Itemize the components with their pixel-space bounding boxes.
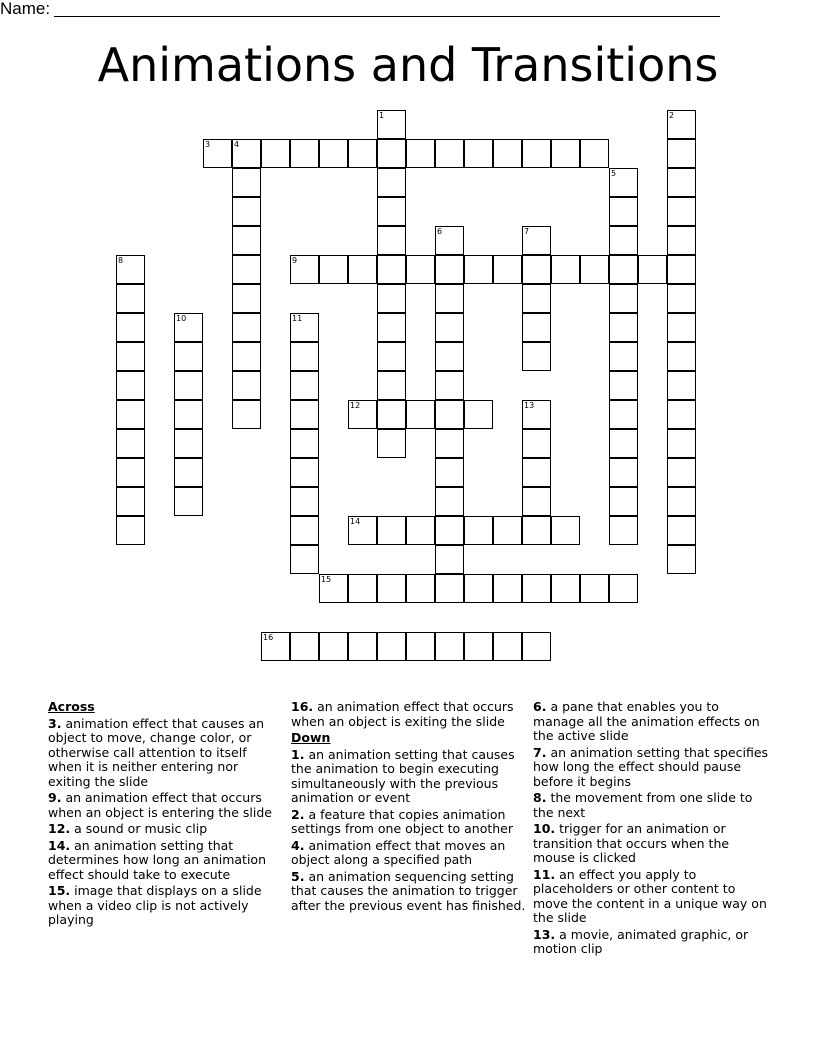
grid-cell[interactable] <box>435 487 464 516</box>
grid-cell[interactable] <box>609 255 638 284</box>
grid-cell[interactable] <box>261 632 290 661</box>
grid-cell[interactable] <box>116 313 145 342</box>
grid-cell[interactable] <box>174 371 203 400</box>
grid-cell[interactable] <box>609 371 638 400</box>
grid-cell[interactable] <box>406 139 435 168</box>
grid-cell[interactable] <box>232 342 261 371</box>
clue-down-7: 7. an animation setting that specifies how long the effect should pause before it begins <box>533 744 769 789</box>
grid-cell[interactable] <box>551 255 580 284</box>
clue-across-14: 14. an animation setting that determines how long an animation effect should take to execute <box>48 837 266 882</box>
grid-cell[interactable] <box>377 255 406 284</box>
grid-cell[interactable] <box>435 632 464 661</box>
grid-cell[interactable] <box>609 313 638 342</box>
grid-cell[interactable] <box>348 574 377 603</box>
clue-across-3: 3. animation effect that causes an object to move, change color, or otherwise call attention to itself when it is neither entering nor exiting the slide <box>48 715 265 789</box>
clue-number: 15 <box>321 575 332 584</box>
grid-cell[interactable] <box>377 139 406 168</box>
clues-column-2 <box>291 700 527 915</box>
clue-number: 16 <box>263 633 274 642</box>
grid-cell[interactable] <box>522 342 551 371</box>
grid-cell[interactable] <box>116 400 145 429</box>
clue-down-4: 4. animation effect that moves an object along a specified path <box>291 837 506 867</box>
grid-cell[interactable] <box>667 371 696 400</box>
clue-number: 5 <box>611 169 617 178</box>
clue-number: 6 <box>437 227 443 236</box>
grid-cell[interactable] <box>377 226 406 255</box>
clue-number: 13 <box>524 401 535 410</box>
grid-cell[interactable] <box>667 313 696 342</box>
grid-cell[interactable] <box>232 139 261 168</box>
grid-cell[interactable] <box>203 139 232 168</box>
clue-number: 11 <box>292 314 303 323</box>
grid-cell[interactable] <box>464 516 493 545</box>
grid-cell[interactable] <box>522 632 551 661</box>
across-header: Across <box>48 699 95 714</box>
grid-cell[interactable] <box>116 342 145 371</box>
grid-cell[interactable] <box>290 313 319 342</box>
grid-cell[interactable] <box>174 429 203 458</box>
clue-number: 12 <box>350 401 361 410</box>
grid-cell[interactable] <box>319 139 348 168</box>
grid-cell[interactable] <box>667 545 696 574</box>
grid-cell[interactable] <box>609 516 638 545</box>
grid-cell[interactable] <box>406 255 435 284</box>
grid-cell[interactable] <box>464 255 493 284</box>
grid-cell[interactable] <box>522 429 551 458</box>
grid-cell[interactable] <box>406 400 435 429</box>
name-label: Name: <box>0 0 51 18</box>
grid-cell[interactable] <box>493 516 522 545</box>
grid-cell[interactable] <box>667 516 696 545</box>
grid-cell[interactable] <box>377 516 406 545</box>
grid-cell[interactable] <box>377 197 406 226</box>
grid-cell[interactable] <box>609 168 638 197</box>
grid-cell[interactable] <box>522 458 551 487</box>
grid-cell[interactable] <box>609 458 638 487</box>
grid-cell[interactable] <box>232 168 261 197</box>
grid-cell[interactable] <box>551 139 580 168</box>
grid-cell[interactable] <box>435 284 464 313</box>
grid-cell[interactable] <box>464 574 493 603</box>
grid-cell[interactable] <box>580 139 609 168</box>
grid-cell[interactable] <box>348 255 377 284</box>
grid-cell[interactable] <box>609 574 638 603</box>
grid-cell[interactable] <box>522 226 551 255</box>
grid-cell[interactable] <box>493 255 522 284</box>
grid-cell[interactable] <box>348 139 377 168</box>
clue-number: 8 <box>118 256 124 265</box>
grid-cell[interactable] <box>290 400 319 429</box>
clue-number: 10 <box>176 314 187 323</box>
grid-cell[interactable] <box>319 574 348 603</box>
grid-cell[interactable] <box>290 632 319 661</box>
grid-cell[interactable] <box>667 139 696 168</box>
grid-cell[interactable] <box>290 516 319 545</box>
grid-cell[interactable] <box>174 400 203 429</box>
grid-cell[interactable] <box>116 429 145 458</box>
grid-cell[interactable] <box>232 197 261 226</box>
grid-cell[interactable] <box>290 342 319 371</box>
grid-cell[interactable] <box>435 400 464 429</box>
grid-cell[interactable] <box>232 371 261 400</box>
clue-number: 7 <box>524 227 530 236</box>
grid-cell[interactable] <box>290 487 319 516</box>
grid-cell[interactable] <box>667 226 696 255</box>
grid-cell[interactable] <box>377 342 406 371</box>
grid-cell[interactable] <box>638 255 667 284</box>
grid-cell[interactable] <box>406 516 435 545</box>
grid-cell[interactable] <box>116 487 145 516</box>
grid-cell[interactable] <box>609 429 638 458</box>
grid-cell[interactable] <box>667 342 696 371</box>
grid-cell[interactable] <box>116 255 145 284</box>
grid-cell[interactable] <box>290 255 319 284</box>
grid-cell[interactable] <box>609 342 638 371</box>
grid-cell[interactable] <box>609 487 638 516</box>
grid-cell[interactable] <box>435 429 464 458</box>
grid-cell[interactable] <box>435 139 464 168</box>
grid-cell[interactable] <box>290 458 319 487</box>
grid-cell[interactable] <box>580 574 609 603</box>
grid-cell[interactable] <box>377 429 406 458</box>
grid-cell[interactable] <box>261 139 290 168</box>
clue-across-9: 9. an animation effect that occurs when an object is entering the slide <box>48 790 272 820</box>
grid-cell[interactable] <box>116 516 145 545</box>
grid-cell[interactable] <box>609 226 638 255</box>
grid-cell[interactable] <box>667 487 696 516</box>
grid-cell[interactable] <box>348 400 377 429</box>
clue-number: 3 <box>205 140 211 149</box>
grid-cell[interactable] <box>377 284 406 313</box>
grid-cell[interactable] <box>232 400 261 429</box>
clue-number: 2 <box>669 111 675 120</box>
grid-cell[interactable] <box>435 574 464 603</box>
grid-cell[interactable] <box>522 516 551 545</box>
grid-cell[interactable] <box>435 226 464 255</box>
grid-cell[interactable] <box>377 313 406 342</box>
grid-cell[interactable] <box>406 632 435 661</box>
grid-cell[interactable] <box>290 545 319 574</box>
grid-cell[interactable] <box>319 255 348 284</box>
clue-down-1: 1. an animation setting that causes the animation to begin executing simultaneously with the previous animation or event <box>291 746 515 805</box>
grid-cell[interactable] <box>464 632 493 661</box>
grid-cell[interactable] <box>667 255 696 284</box>
grid-cell[interactable] <box>609 284 638 313</box>
grid-cell[interactable] <box>232 313 261 342</box>
grid-cell[interactable] <box>348 516 377 545</box>
clue-down-13: 13. a movie, animated graphic, or motion clip <box>533 926 749 956</box>
grid-cell[interactable] <box>348 632 377 661</box>
grid-cell[interactable] <box>116 371 145 400</box>
grid-cell[interactable] <box>667 110 696 139</box>
grid-cell[interactable] <box>377 371 406 400</box>
grid-cell[interactable] <box>522 313 551 342</box>
grid-cell[interactable] <box>290 429 319 458</box>
grid-cell[interactable] <box>464 400 493 429</box>
grid-cell[interactable] <box>435 545 464 574</box>
clue-down-6: 6. a pane that enables you to manage all the animation effects on the active slide <box>533 699 760 743</box>
grid-cell[interactable] <box>551 574 580 603</box>
grid-cell[interactable] <box>667 429 696 458</box>
clue-across-15: 15. image that displays on a slide when a video clip is not actively playing <box>48 883 262 927</box>
grid-cell[interactable] <box>319 632 348 661</box>
grid-cell[interactable] <box>609 197 638 226</box>
clue-across-12: 12. a sound or music clip <box>48 821 208 836</box>
grid-cell[interactable] <box>667 458 696 487</box>
down-header: Down <box>291 730 331 745</box>
grid-cell[interactable] <box>493 574 522 603</box>
grid-cell[interactable] <box>667 168 696 197</box>
grid-cell[interactable] <box>232 255 261 284</box>
grid-cell[interactable] <box>522 284 551 313</box>
grid-cell[interactable] <box>667 284 696 313</box>
clue-down-5: 5. an animation sequencing setting that causes the animation to trigger after the previous event has finished. <box>291 868 526 913</box>
grid-cell[interactable] <box>406 574 435 603</box>
clue-number: 9 <box>292 256 298 265</box>
clue-number: 1 <box>379 111 385 120</box>
grid-cell[interactable] <box>667 400 696 429</box>
grid-cell[interactable] <box>377 574 406 603</box>
grid-cell[interactable] <box>174 313 203 342</box>
grid-cell[interactable] <box>174 487 203 516</box>
grid-cell[interactable] <box>464 139 493 168</box>
clue-number: 4 <box>234 140 240 149</box>
grid-cell[interactable] <box>667 197 696 226</box>
grid-cell[interactable] <box>493 139 522 168</box>
grid-cell[interactable] <box>522 487 551 516</box>
grid-cell[interactable] <box>116 284 145 313</box>
grid-cell[interactable] <box>174 458 203 487</box>
grid-cell[interactable] <box>609 400 638 429</box>
grid-cell[interactable] <box>522 400 551 429</box>
page-title: Animations and Transitions <box>97 38 719 92</box>
grid-cell[interactable] <box>435 516 464 545</box>
grid-cell[interactable] <box>522 574 551 603</box>
grid-cell[interactable] <box>290 371 319 400</box>
grid-cell[interactable] <box>551 516 580 545</box>
clue-down-10: 10. trigger for an animation or transition that occurs when the mouse is clicked <box>533 821 730 865</box>
grid-cell[interactable] <box>493 632 522 661</box>
clue-number: 14 <box>350 517 361 526</box>
grid-cell[interactable] <box>522 255 551 284</box>
grid-cell[interactable] <box>232 226 261 255</box>
grid-cell[interactable] <box>377 632 406 661</box>
grid-cell[interactable] <box>435 255 464 284</box>
clues-column-1 <box>48 700 280 930</box>
grid-cell[interactable] <box>116 458 145 487</box>
grid-cell[interactable] <box>290 139 319 168</box>
grid-cell[interactable] <box>377 168 406 197</box>
clue-down-11: 11. an effect you apply to placeholders or other content to move the content in a unique way on the slide <box>533 866 767 925</box>
grid-cell[interactable] <box>580 255 609 284</box>
grid-cell[interactable] <box>435 313 464 342</box>
clue-down-2: 2. a feature that copies animation settings from one object to another <box>291 806 514 836</box>
grid-cell[interactable] <box>435 371 464 400</box>
clue-across-16: 16. an animation effect that occurs when an object is exiting the slide <box>291 699 514 729</box>
grid-cell[interactable] <box>377 400 406 429</box>
grid-cell[interactable] <box>435 342 464 371</box>
clues-column-3 <box>533 700 769 959</box>
grid-cell[interactable] <box>522 139 551 168</box>
grid-cell[interactable] <box>174 342 203 371</box>
grid-cell[interactable] <box>377 110 406 139</box>
grid-cell[interactable] <box>232 284 261 313</box>
clue-down-8: 8. the movement from one slide to the next <box>533 790 753 820</box>
grid-cell[interactable] <box>435 458 464 487</box>
